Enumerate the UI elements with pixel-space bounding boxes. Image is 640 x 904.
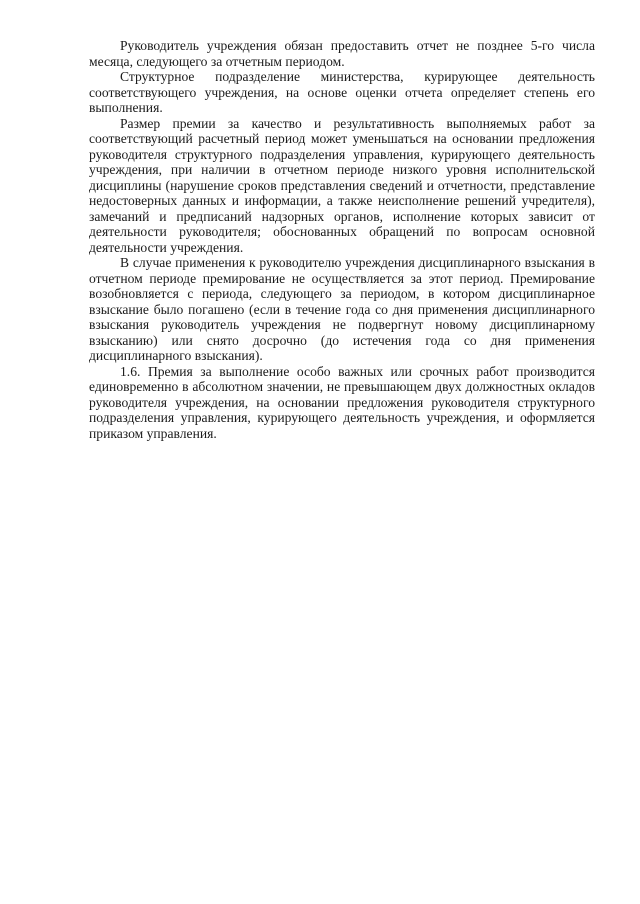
paragraph-urgent-work-bonus: 1.6. Премия за выполнение особо важных или срочных работ производится единовременно в абсолютном значении, не превышающем двух должностных окладов руководителя учреждения, на основании предложения руководителя структурного подразделения управления, курирующего деятельность учреждения, и оформляется приказом управления. xyxy=(89,363,595,441)
paragraph-disciplinary-sanction: В случае применения к руководителю учреждения дисциплинарного взыскания в отчетном периоде премирование не осуществляется за этот период. Премирование возобновляется с периода, следующего за периодом, в котором дисциплинарное взыскание было погашено (если в течение года со дня применения дисциплинарного взыскания руководитель учреждения не подвергнут новому дисциплинарному взысканию) или снято досрочно (до истечения года со дня применения дисциплинарного взыскания). xyxy=(89,255,595,363)
paragraph-report-deadline: Руководитель учреждения обязан предоставить отчет не позднее 5-го числа месяца, следующего за отчетным периодом. xyxy=(89,38,595,69)
paragraph-report-evaluation: Структурное подразделение министерства, курирующее деятельность соответствующего учреждения, на основе оценки отчета определяет степень его выполнения. xyxy=(89,69,595,115)
paragraph-bonus-reduction: Размер премии за качество и результативность выполняемых работ за соответствующий расчетный период может уменьшаться на основании предложения руководителя структурного подразделения управления, курирующего деятельность учреждения, при наличии в отчетном периоде низкого уровня исполнительской дисциплины (нарушение сроков представления сведений и отчетности, представление недостоверных данных и информации, а также неисполнение решений учредителя), замечаний и предписаний надзорных органов, исполнение которых зависит от деятельности руководителя; обоснованных обращений по вопросам основной деятельности учреждения. xyxy=(89,115,595,255)
document-page xyxy=(89,38,595,441)
